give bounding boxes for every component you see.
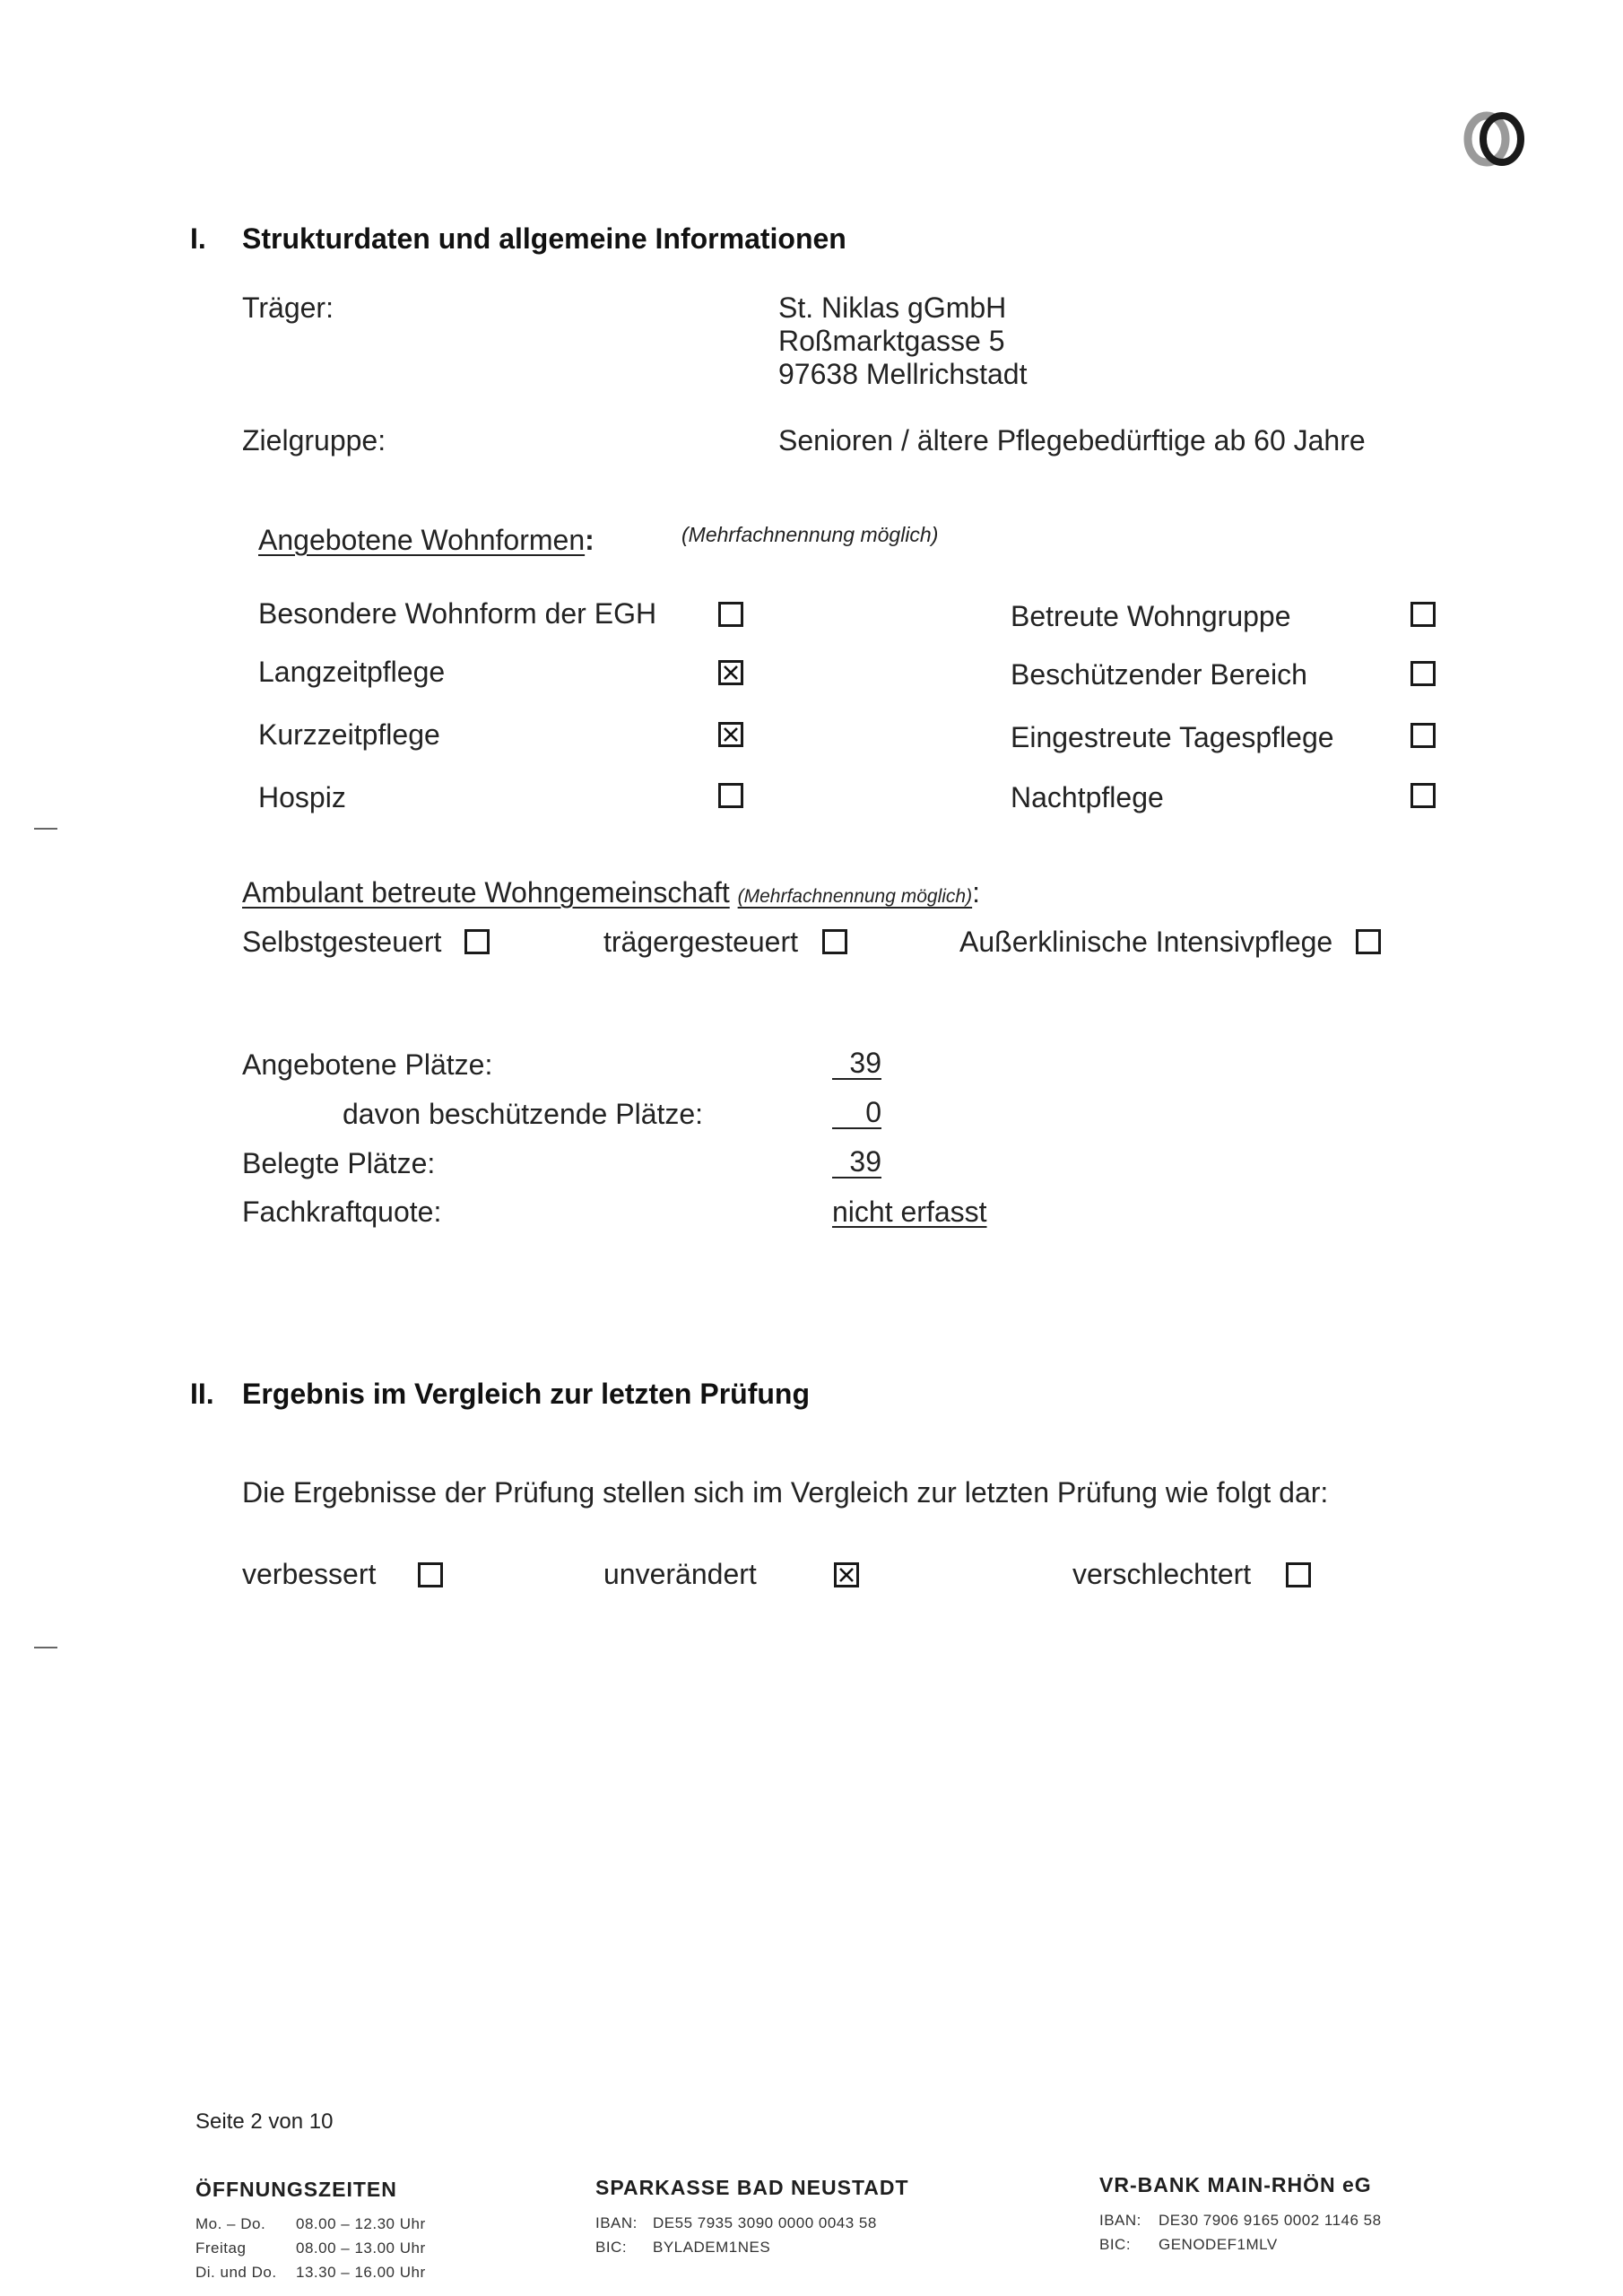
zielgruppe-label: Zielgruppe:: [242, 424, 386, 457]
plaetze-value-text: 0: [865, 1096, 881, 1128]
traeger-city: 97638 Mellrichstadt: [778, 358, 1028, 390]
ambulant-note: (Mehrfachnennung möglich): [737, 886, 973, 907]
section-2-number: II.: [190, 1378, 214, 1410]
traeger-name: St. Niklas gGmbH: [778, 291, 1007, 324]
page-number: Seite 2 von 10: [195, 2109, 334, 2134]
zielgruppe-value: Senioren / ältere Pflegebedürftige ab 60 Jahre: [778, 424, 1366, 457]
wohnform-label: Beschützender Bereich: [1011, 658, 1307, 691]
plaetze-label: Angebotene Plätze:: [242, 1048, 493, 1081]
wohnformen-heading-text: Angebotene Wohnformen: [258, 524, 586, 556]
footer-bank2-iban-label: IBAN:: [1099, 2212, 1141, 2229]
ambulant-checkbox[interactable]: [464, 929, 490, 954]
wohnform-label: Nachtpflege: [1011, 781, 1164, 813]
ambulant-heading-text: Ambulant betreute Wohngemeinschaft: [242, 876, 730, 909]
wohnform-label: Hospiz: [258, 781, 346, 813]
result-option-label: verschlechtert: [1072, 1558, 1252, 1590]
wohnform-label: Kurzzeitpflege: [258, 718, 440, 751]
footer-bank2-iban: DE30 7906 9165 0002 1146 58: [1159, 2212, 1382, 2229]
ambulant-option-label: Selbstgesteuert: [242, 926, 442, 958]
wohnform-checkbox[interactable]: [1410, 602, 1436, 627]
margin-mark: [34, 828, 57, 830]
footer-hours-title: ÖFFNUNGSZEITEN: [195, 2178, 397, 2201]
ambulant-option-label: Außerklinische Intensivpflege: [959, 926, 1333, 958]
margin-mark: [34, 1647, 57, 1648]
section-2-intro: Die Ergebnisse der Prüfung stellen sich im Vergleich zur letzten Prüfung wie folgt dar:: [242, 1476, 1329, 1509]
footer-hours-time: 13.30 – 16.00 Uhr: [296, 2264, 426, 2281]
footer-bank2-bic: GENODEF1MLV: [1159, 2236, 1278, 2253]
footer-bank1-bic-label: BIC:: [595, 2239, 628, 2256]
plaetze-value: [832, 1048, 881, 1080]
wohnformen-note: (Mehrfachnennung möglich): [681, 523, 939, 546]
footer-hours-time: 08.00 – 13.00 Uhr: [296, 2239, 426, 2257]
ambulant-option-label: trägergesteuert: [603, 926, 799, 958]
wohnformen-colon: :: [585, 524, 595, 556]
footer-bank1-title: SPARKASSE BAD NEUSTADT: [595, 2176, 909, 2199]
plaetze-value-text: 39: [849, 1047, 881, 1079]
wohnformen-heading: [258, 523, 595, 557]
wohnform-checkbox[interactable]: [718, 602, 743, 627]
footer-hours-day: Freitag: [195, 2239, 247, 2257]
section-1-title: Strukturdaten und allgemeine Informationen: [242, 222, 846, 255]
fachkraftquote-value: nicht erfasst: [832, 1196, 987, 1228]
wohnform-checkbox[interactable]: [1410, 783, 1436, 808]
organization-logo-icon: [1454, 90, 1535, 170]
footer-bank2-bic-label: BIC:: [1099, 2236, 1132, 2253]
plaetze-label: Belegte Plätze:: [242, 1147, 436, 1179]
footer-hours-day: Di. und Do.: [195, 2264, 277, 2281]
plaetze-value: [832, 1097, 881, 1129]
wohnform-label: Eingestreute Tagespflege: [1011, 721, 1334, 753]
plaetze-value: [832, 1146, 881, 1178]
section-1-number: I.: [190, 222, 206, 255]
wohnform-checkbox[interactable]: [1410, 723, 1436, 748]
ambulant-colon: :: [972, 876, 980, 909]
plaetze-value-text: 39: [849, 1145, 881, 1178]
ambulant-checkbox[interactable]: [822, 929, 847, 954]
wohnform-label: Besondere Wohnform der EGH: [258, 597, 657, 630]
footer-hours-time: 08.00 – 12.30 Uhr: [296, 2215, 426, 2232]
wohnform-checkbox[interactable]: [718, 783, 743, 808]
footer-bank2-title: VR-BANK MAIN-RHÖN eG: [1099, 2173, 1372, 2196]
wohnform-checkbox[interactable]: [1410, 661, 1436, 686]
result-checkbox[interactable]: [418, 1562, 443, 1587]
traeger-label: Träger:: [242, 291, 334, 324]
footer-bank1-iban-label: IBAN:: [595, 2214, 638, 2231]
wohnform-label: Langzeitpflege: [258, 656, 446, 688]
ambulant-checkbox[interactable]: [1356, 929, 1381, 954]
wohnform-checkbox[interactable]: [718, 722, 743, 747]
section-2-title: Ergebnis im Vergleich zur letzten Prüfung: [242, 1378, 810, 1410]
wohnform-label: Betreute Wohngruppe: [1011, 600, 1291, 632]
traeger-street: Roßmarktgasse 5: [778, 325, 1005, 357]
ambulant-heading: [242, 875, 980, 914]
footer-bank1-iban: DE55 7935 3090 0000 0043 58: [653, 2214, 877, 2231]
plaetze-label: davon beschützende Plätze:: [343, 1098, 704, 1130]
plaetze-label: Fachkraftquote:: [242, 1196, 442, 1228]
footer-hours-day: Mo. – Do.: [195, 2215, 266, 2232]
wohnform-checkbox[interactable]: [718, 660, 743, 685]
footer-bank1-bic: BYLADEM1NES: [653, 2239, 771, 2256]
result-option-label: verbessert: [242, 1558, 377, 1590]
result-checkbox[interactable]: [834, 1562, 859, 1587]
result-option-label: unverändert: [603, 1558, 757, 1590]
result-checkbox[interactable]: [1286, 1562, 1311, 1587]
